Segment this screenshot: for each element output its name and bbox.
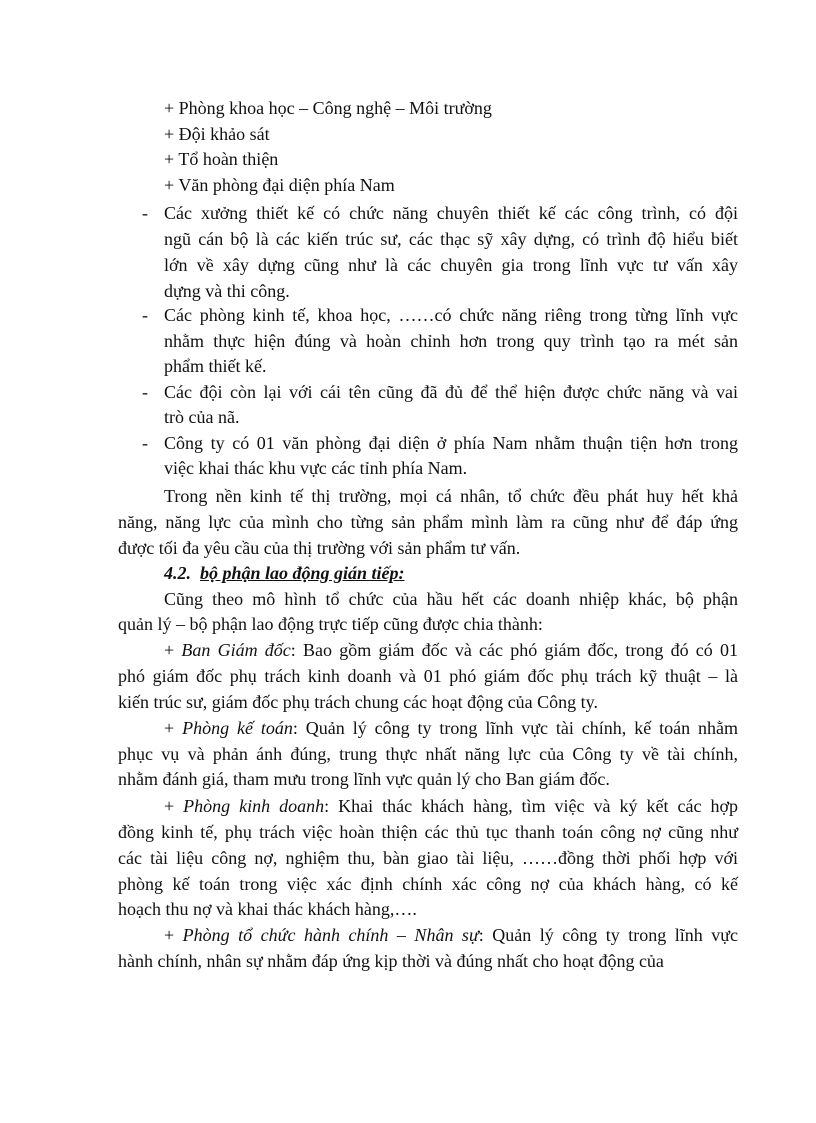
- section-heading: [164, 560, 405, 586]
- item-name: Phòng kế toán: [182, 718, 293, 738]
- paragraph-line: Cũng theo mô hình tổ chức của hầu hết các doanh nhiệp khác, bộ phận: [164, 589, 738, 609]
- bullet-line: Công ty có 01 văn phòng đại diện ở phía Nam nhằm thuận tiện hơn trong: [164, 433, 738, 453]
- paragraph-line: các tài liệu công nợ, nghiệm thu, bàn giao tài liệu, ……đồng thời phối hợp với: [118, 848, 738, 868]
- item-name: Ban Giám đốc: [181, 640, 291, 660]
- paragraph-line: Trong nền kinh tế thị trường, mọi cá nhân, tổ chức đều phát huy hết khả: [164, 486, 738, 506]
- bullet-line: ngũ cán bộ là các kiến trúc sư, các thạc sỹ xây dựng, có trình độ hiểu biết: [164, 229, 738, 249]
- item-text: : Quản lý công ty trong lĩnh vực tài chính, kế toán nhằm: [292, 718, 739, 738]
- paragraph-line: được tối đa yêu cầu của thị trường với sản phẩm tư vấn.: [118, 538, 521, 558]
- bullet-line: lớn về xây dựng cũng như là các chuyên gia trong lĩnh vực tư vấn xây: [164, 255, 738, 275]
- paragraph-line: đồng kinh tế, phụ trách việc hoàn thiện các thủ tục thanh toán công nợ cũng như: [118, 822, 738, 842]
- bullet-line: Các xưởng thiết kế có chức năng chuyên thiết kế các công trình, có đội: [164, 203, 738, 223]
- paragraph-line: kiến trúc sư, giám đốc phụ trách chung các hoạt động của Công ty.: [118, 692, 598, 712]
- bullet-marker: -: [142, 305, 148, 325]
- item-name: Phòng kinh doanh: [183, 796, 325, 816]
- paragraph-line: hoạch thu nợ và khai thác khách hàng,….: [118, 899, 417, 919]
- item-name: Phòng tổ chức hành chính – Nhân sự: [182, 925, 479, 945]
- item-text: : Khai thác khách hàng, tìm việc và ký kết các hợp: [324, 796, 738, 816]
- section-number: 4.2.: [164, 563, 191, 583]
- paragraph-line: hành chính, nhân sự nhằm đáp ứng kịp thời và đúng nhất cho hoạt động của: [118, 951, 664, 971]
- paragraph-line: [164, 715, 738, 741]
- bullet-line: phẩm thiết kế.: [164, 356, 267, 376]
- bullet-line: Các phòng kinh tế, khoa học, ……có chức năng riêng trong từng lĩnh vực: [164, 305, 738, 325]
- paragraph-line: phòng kế toán trong việc xác định chính xác công nợ của khách hàng, có kế: [118, 874, 738, 894]
- item-prefix: +: [164, 925, 183, 945]
- department-item: + Phòng khoa học – Công nghệ – Môi trường: [164, 98, 492, 118]
- bullet-marker: -: [142, 382, 148, 402]
- bullet-line: dựng và thi công.: [164, 281, 290, 301]
- bullet-marker: -: [142, 203, 148, 223]
- paragraph-line: năng, năng lực của mình cho từng sản phẩm mình làm ra cũng như để đáp ứng: [118, 512, 738, 532]
- paragraph-line: quản lý – bộ phận lao động trực tiếp cũng được chia thành:: [118, 614, 543, 634]
- item-prefix: +: [164, 640, 182, 660]
- bullet-marker: -: [142, 433, 148, 453]
- paragraph-line: [164, 637, 738, 663]
- department-item: + Tổ hoàn thiện: [164, 149, 279, 169]
- section-title: bộ phận lao động gián tiếp:: [200, 563, 405, 583]
- paragraph-line: phó giám đốc phụ trách kinh doanh và 01 phó giám đốc phụ trách kỹ thuật – là: [118, 666, 738, 686]
- item-prefix: +: [164, 718, 183, 738]
- bullet-line: Các đội còn lại với cái tên cũng đã đủ để thể hiện được chức năng và vai: [164, 382, 738, 402]
- bullet-line: nhằm thực hiện đúng và hoàn chỉnh hơn trong quy trình tạo ra mét sản: [164, 331, 738, 351]
- item-text: : Quản lý công ty trong lĩnh vực: [478, 925, 738, 945]
- bullet-line: trò của nã.: [164, 407, 240, 427]
- paragraph-line: [164, 793, 738, 819]
- paragraph-line: phục vụ và phản ánh đúng, trung thực nhất năng lực của Công ty về tài chính,: [118, 744, 738, 764]
- bullet-line: việc khai thác khu vực các tỉnh phía Nam.: [164, 458, 468, 478]
- paragraph-line: [164, 922, 738, 948]
- item-text: : Bao gồm giám đốc và các phó giám đốc, trong đó có 01: [290, 640, 739, 660]
- item-prefix: +: [164, 796, 184, 816]
- department-item: + Đội khảo sát: [164, 124, 270, 144]
- paragraph-line: nhằm đánh giá, tham mưu trong lĩnh vực quản lý cho Ban giám đốc.: [118, 769, 610, 789]
- department-item: + Văn phòng đại diện phía Nam: [164, 175, 395, 195]
